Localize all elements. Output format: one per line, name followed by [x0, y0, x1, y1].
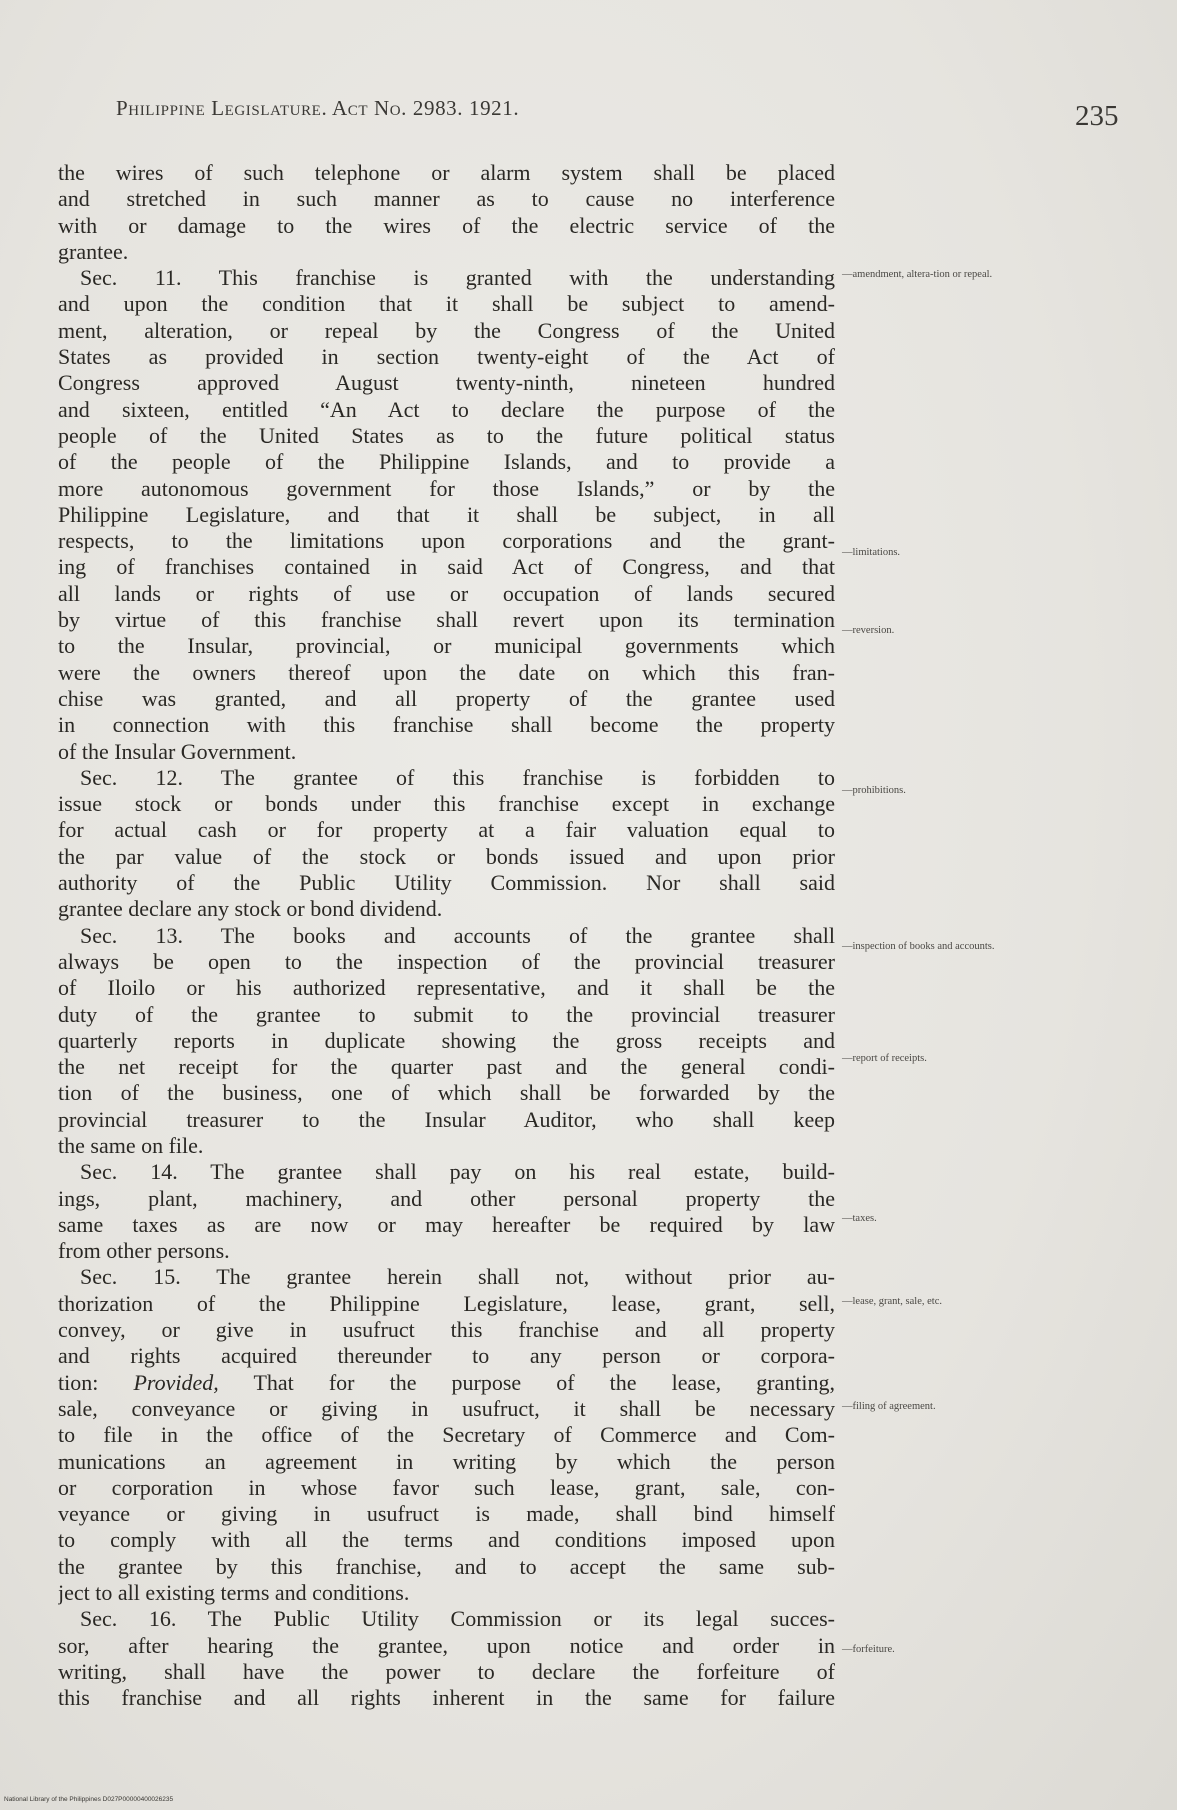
text-line: more autonomous government for those Islands,” or by the [58, 475, 835, 501]
text-line: of the Insular Government. [58, 738, 297, 764]
library-stamp: National Library of the Philippines D027P00000400026235 [4, 1796, 174, 1803]
text-line: this franchise and all rights inherent in the same for failure [58, 1685, 835, 1711]
text-line: and upon the condition that it shall be subject to amend- [58, 291, 835, 317]
section-15-start: Sec. 15. The grantee herein shall not, without prior au- [80, 1264, 835, 1290]
text-line: provincial treasurer to the Insular Auditor, who shall keep [58, 1106, 835, 1132]
text-line: veyance or giving in usufruct is made, shall bind himself [58, 1501, 835, 1527]
text-line: grantee declare any stock or bond dividend. [58, 896, 443, 922]
running-header: Philippine Legislature. Act No. 2983. 1921. [116, 96, 520, 120]
margin-note-taxes: —taxes. [842, 1213, 877, 1224]
margin-note-report: —report of receipts. [842, 1053, 927, 1064]
body-text [58, 160, 835, 1712]
text-line: States as provided in section twenty-eight of the Act of [58, 344, 835, 370]
text-line: with or damage to the wires of the electric service of the [58, 212, 835, 238]
text-line: of the people of the Philippine Islands, and to provide a [58, 449, 835, 475]
text-line: and sixteen, entitled “An Act to declare the purpose of the [58, 396, 835, 422]
text-line: the par value of the stock or bonds issued and upon prior [58, 843, 835, 869]
text-line: to the Insular, provincial, or municipal governments which [58, 633, 835, 659]
text-line: same taxes as are now or may hereafter be required by law [58, 1211, 835, 1237]
text-line: issue stock or bonds under this franchise except in exchange [58, 791, 835, 817]
margin-note-filing: —filing of agreement. [842, 1401, 936, 1412]
proviso-rest: That for the purpose of the lease, granting, [253, 1369, 835, 1395]
page-number: 235 [1075, 100, 1119, 132]
section-13-start: Sec. 13. The books and accounts of the grantee shall [80, 922, 835, 948]
margin-note-reversion: —reversion. [842, 625, 895, 636]
text-line: always be open to the inspection of the provincial treasurer [58, 948, 835, 974]
text-line: ment, alteration, or repeal by the Congress of the United [58, 317, 835, 343]
text-line: chise was granted, and all property of the grantee used [58, 685, 835, 711]
margin-note-limitations: —limitations. [842, 547, 901, 558]
proviso-italic: Provided, [133, 1369, 219, 1395]
text-line: convey, or give in usufruct this franchise and all property [58, 1317, 835, 1343]
text-line: ject to all existing terms and conditions. [58, 1580, 410, 1606]
margin-note-forfeiture: —forfeiture. [842, 1644, 895, 1655]
text-line: of Iloilo or his authorized representative, and it shall be the [58, 975, 835, 1001]
text-line: and stretched in such manner as to cause no interference [58, 186, 835, 212]
margin-note-inspection: —inspection of books and accounts. [842, 941, 995, 952]
text-line: or corporation in whose favor such lease, grant, sale, con- [58, 1474, 835, 1500]
text-line: Philippine Legislature, and that it shall be subject, in all [58, 501, 835, 527]
text-line: were the owners thereof upon the date on which this fran- [58, 659, 835, 685]
text-line: sor, after hearing the grantee, upon notice and order in [58, 1632, 835, 1658]
text-line: munications an agreement in writing by which the person [58, 1448, 835, 1474]
text-line-proviso [58, 1370, 835, 1396]
text-line: in connection with this franchise shall become the property [58, 712, 835, 738]
margin-note-prohibitions: —prohibitions. [842, 785, 906, 796]
text-line: sale, conveyance or giving in usufruct, it shall be necessary [58, 1395, 835, 1421]
section-11-start: Sec. 11. This franchise is granted with the understanding [80, 265, 835, 291]
text-line: grantee. [58, 238, 129, 264]
text-line: authority of the Public Utility Commission. Nor shall said [58, 870, 835, 896]
text-line: all lands or rights of use or occupation of lands secured [58, 580, 835, 606]
text-line: quarterly reports in duplicate showing the gross receipts and [58, 1027, 835, 1053]
text-line: the grantee by this franchise, and to accept the same sub- [58, 1553, 835, 1579]
text-line: writing, shall have the power to declare the forfeiture of [58, 1658, 835, 1684]
margin-note-amendment: —amendment, altera-tion or repeal. [842, 269, 993, 280]
text-line: for actual cash or for property at a fair valuation equal to [58, 817, 835, 843]
text-line: respects, to the limitations upon corporations and the grant- [58, 528, 835, 554]
text-line: and rights acquired thereunder to any person or corpora- [58, 1343, 835, 1369]
text-line: to comply with all the terms and conditions imposed upon [58, 1527, 835, 1553]
text-line: the same on file. [58, 1132, 204, 1158]
text-line: ings, plant, machinery, and other personal property the [58, 1185, 835, 1211]
text-line: duty of the grantee to submit to the provincial treasurer [58, 1001, 835, 1027]
text-line: Congress approved August twenty-ninth, nineteen hundred [58, 370, 835, 396]
text-line: people of the United States as to the future political status [58, 422, 835, 448]
text-line: the net receipt for the quarter past and the general condi- [58, 1054, 835, 1080]
margin-note-lease: —lease, grant, sale, etc. [842, 1296, 942, 1307]
text-line: from other persons. [58, 1238, 230, 1264]
section-14-start: Sec. 14. The grantee shall pay on his real estate, build- [80, 1159, 835, 1185]
text-line: by virtue of this franchise shall revert upon its termination [58, 607, 835, 633]
proviso-lead: tion: [58, 1369, 99, 1395]
text-line: tion of the business, one of which shall be forwarded by the [58, 1080, 835, 1106]
text-line: the wires of such telephone or alarm system shall be placed [58, 160, 835, 185]
text-line: to file in the office of the Secretary of Commerce and Com- [58, 1422, 835, 1448]
section-16-start: Sec. 16. The Public Utility Commission or its legal succes- [80, 1606, 835, 1632]
text-line: thorization of the Philippine Legislature, lease, grant, sell, [58, 1290, 835, 1316]
text-line: ing of franchises contained in said Act of Congress, and that [58, 554, 835, 580]
section-12-start: Sec. 12. The grantee of this franchise is forbidden to [80, 764, 835, 790]
